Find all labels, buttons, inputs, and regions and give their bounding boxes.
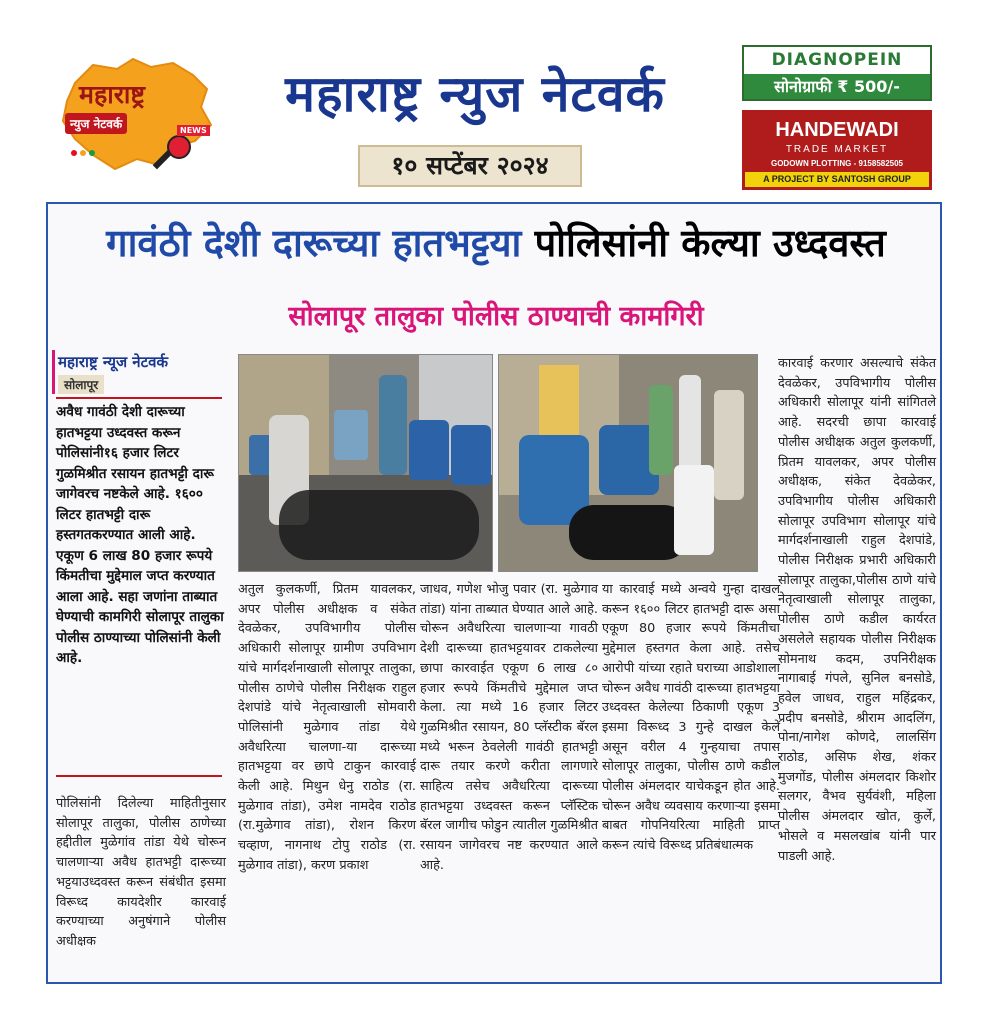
article-col2: अतुल कुलकर्णी, प्रितम यावलकर, अपर पोलीस अधीक्षक व संकेत देवळेकर, उपविभागीय पोलीस अधिकारी सोलापूर ग्रामीण उपविभाग यांचे मार्गदर्शनाखाली सोलापूर तालुका, पोलीस ठाणेचे पोलीस निरीक्षक राहुल देशपांडे यांचे नेतृत्वाखाली सोमवारी पोलिसांनी मुळेगाव तांडा येथे अवैधरित्या चालणा-या दारूच्या हातभट्टया वर छापे टाकुन कारवाई केली आहे. मिथुन धेनु राठोड (रा. मुळेगाव तांडा), उमेश नामदेव राठोड (रा.मुळेगाव तांडा), रोशन किरण चव्हाण, नागनाथ टोपु राठोड (रा. मुळेगाव तांडा), करण प्रकाश (238, 582, 416, 873)
article-byline: महाराष्ट्र न्यूज नेटवर्क (58, 353, 169, 371)
logo-dots (71, 141, 98, 160)
ad-handewadi[interactable] (742, 110, 932, 190)
ad-diagnopein-brand: DIAGNOPEIN (771, 50, 903, 70)
mic-news-tag: NEWS (177, 125, 210, 136)
lead-rule-bottom (56, 775, 222, 777)
byline-accent (52, 350, 55, 394)
ad-handewadi-name: HANDEWADI (775, 119, 899, 141)
article-headline (58, 216, 934, 268)
issue-date: १० सप्टेंबर २०२४ (358, 145, 582, 187)
ad-handewadi-footer: A PROJECT BY SANTOSH GROUP (745, 172, 929, 187)
photo-raid-1 (238, 354, 493, 572)
article-frame (46, 202, 942, 984)
ad-handewadi-detail: GODOWN PLOTTING - 9158582505 (770, 159, 904, 168)
lead-rule-top (56, 397, 222, 399)
article-col4: या कारवाई मध्ये अन्वये गुन्हा दाखल करून १६०० लिटर हातभट्टी दारू असा एकूण 80 हजार रूपये किंमतीचा मुद्देमाल हस्तगत केला आहे. तसेच आरोपी यांच्या रहाते घराच्या आडोशाला चोरून अवैध गावंठी दारूच्या हातभट्टया उध्दवस्त केलेल्या ठिकाणी एकूण 3 इसमा विरूध्द 3 गुन्हे दाखल केले असून वरील 4 गुन्हयाचा तपास सोलापूर तालुका, पोलीस ठाणे कडील पोलीस अंमलदार याचेकडून होत आहे. चोरून अवैध व्यवसाय करणाऱ्या इसमा बाबत गोपनियरित्या माहिती प्राप्त करून त्यांचे विरूध्द प्रतिबंधात्मक (602, 582, 780, 854)
masthead-title: महाराष्ट्र न्युज नेटवर्क (285, 65, 665, 123)
headline-black-part: पोलिसांनी केल्या उध्दवस्त (534, 221, 886, 265)
ad-handewadi-subtitle: TRADE MARKET (785, 144, 889, 155)
article-lead: अवैध गावंठी देशी दारूच्या हातभट्टया उध्दवस्त करून पोलिसांनी१६ हजार लिटर गुळमिश्रीत रसायन हातभट्टी दारू जागेवरच नष्टकेले आहे. १६०० लिटर हातभट्टी दारू हस्तगतकरण्यात आली आहे. एकूण 6 लाख 80 हजार रूपये किंमतीचा मुद्देमाल जप्त करण्यात आला आहे. सहा जणांना ताब्यात घेण्याची कामगिरी सोलापूर तालुका पोलीस ठाण्याच्या पोलिसांनी केली आहे. (56, 404, 224, 666)
article-subheadline: सोलापूर तालुका पोलीस ठाण्याची कामगिरी (288, 301, 704, 332)
dateline-place: सोलापूर (58, 375, 104, 394)
logo-line2: न्युज नेटवर्क (65, 113, 127, 134)
ad-diagnopein-offer: सोनोग्राफी ₹ 500/- (744, 74, 930, 99)
microphone-icon (167, 135, 191, 159)
article-col3: जाधव, गणेश भोजु पवार (रा. मुळेगाव तांडा) यांना ताब्यात घेण्यात आले आहे. चोरून अवैधरित्या चालणाऱ्या गावठी देशी दारूच्या हातभट्टयावर टाकलेल्या छापा कारवाईत एकूण 6 लाख ८० हजार रूपये किंमतीचे मुद्देमाल जप्त केला. त्या मध्ये 16 हजार लिटर गुळमिश्रीत रसायन, 80 प्लॅस्टीक बॅरल मध्ये भरून ठेवलेली गावंठी हातभट्टी दारू तयार करणे करीता लागणारे साहित्य तसेच अवैधरित्या दारूच्या हातभट्टया उध्दवस्त करून प्लॅस्टिक बॅरल जागीच फोडुन त्यातील गुळमिश्रीत रसायन जागेवरच नष्ट करण्यात आले आहे. (420, 582, 598, 873)
brand-logo (55, 55, 215, 175)
article-col1: पोलिसांनी दिलेल्या माहितीनुसार सोलापूर तालुका, पोलीस ठाणेच्या हद्दीतील मुळेगांव तांडा येथे चोरून चालणाऱ्या अवैध हातभट्टी दारूच्या भट्टयाउध्दवस्त करून संबंधीत इसमा विरूध्द कायदेशीर कारवाई करण्याच्या अनुषंगाने पोलीस अधीक्षक (56, 796, 226, 949)
photo-raid-2 (498, 354, 758, 572)
logo-line1: महाराष्ट्र (79, 80, 146, 109)
headline-blue-part: गावंठी देशी दारूच्या हातभट्टया (106, 221, 522, 265)
ad-diagnopein[interactable] (742, 45, 932, 101)
article-col5: कारवाई करणार असल्याचे संकेत देवळेकर, उपविभागीय पोलीस अधिकारी सोलापूर यांनी सांगितले आहे. सदरची छापा कारवाई पोलीस अधीक्षक अतुल कुलकर्णी, प्रितम यावलकर, अपर पोलीस अधीक्षक, संकेत देवळेकर, उपविभागीय पोलीस अधिकारी सोलापूर उपविभाग सोलापूर यांचे मार्गदर्शनाखाली राहुल देशपांडे, पोलीस निरीक्षक प्रभारी अधिकारी सोलापूर तालुका,पोलीस ठाणे यांचे नेतृत्वाखाली सोलापूर तालुका, पोलीस ठाणे कडील कार्यरत असलेले सहायक पोलीस निरीक्षक सोमनाथ कदम, उपनिरीक्षक नागाबाई गंपले, सुनिल बनसोडे, हवेल जाधव, राहुल महिंद्रकर, प्रदीप बनसोडे, श्रीराम आदलिंग, पोना/नागेश कोणदे, लालसिंग राठोड, असिफ शेख, शंकर मुजगोंड, पोलीस अंमलदार किशोर सलगर, वैभव सुर्यवंशी, महिला पोलीस अंमलदार खोत, कुर्ले, भोसले व मसलखांब यांनी पार पाडली आहे. (778, 356, 936, 864)
